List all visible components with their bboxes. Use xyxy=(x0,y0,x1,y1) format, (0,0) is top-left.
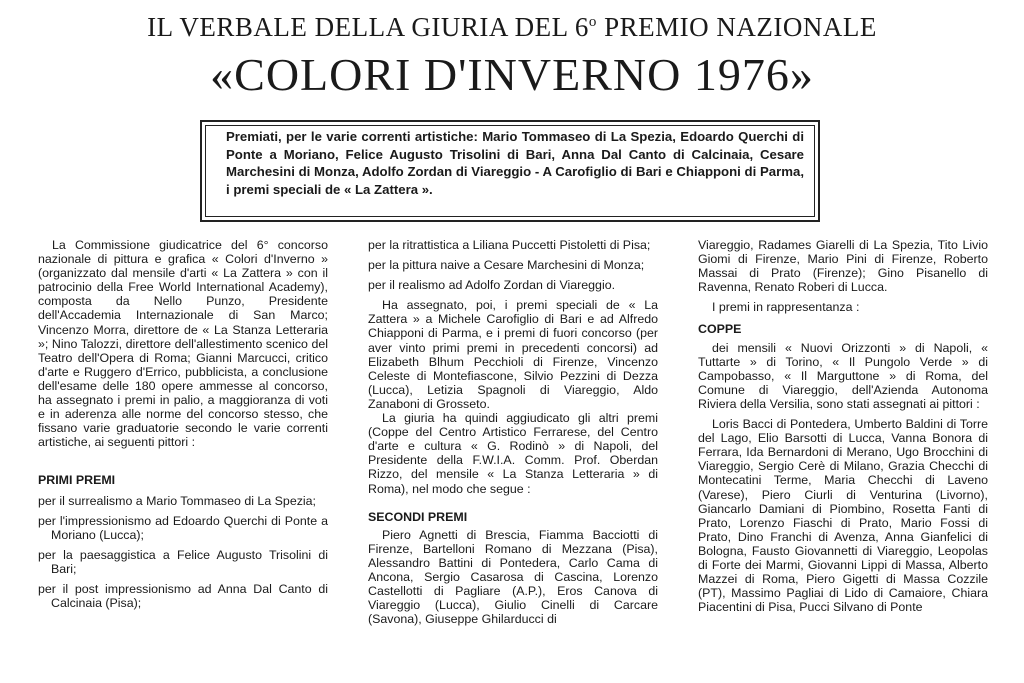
section-secondi-premi: SECONDI PREMI xyxy=(368,509,468,524)
paragraph: Viareggio, Radames Giarelli di La Spezia, Tito Livio Giomi di Firenze, Mario Pini di Firenze, Roberto Massai di Prato (Firenze); Gino Pisanello di Ravenna, Renato Roberi di Lucca. xyxy=(698,238,988,295)
paragraph: Piero Agnetti di Brescia, Fiamma Bacciotti di Firenze, Bartelloni Romano di Mezzana (Pisa), Alessandro Battini di Pontedera, Carlo Cama di Ancona, Sergio Casarosa di Cascina, Lorenzo Castellotti di Pagliare (A.P.), Eros Canova di Viareggio (Lucca), Giulio Cinelli di Carcare (Savona), Giuseppe Ghilarducci di xyxy=(368,527,658,627)
list-item: per il surrealismo a Mario Tommaseo di La Spezia; xyxy=(38,493,316,508)
list-item: per la ritrattistica a Liliana Puccetti Pistoletti di Pisa; xyxy=(368,238,651,252)
list-item: per il realismo ad Adolfo Zordan di Viareggio. xyxy=(368,278,616,293)
list-item: per la pittura naive a Cesare Marchesini di Monza; xyxy=(368,258,645,273)
paragraph: Ha assegnato, poi, i premi speciali de « La Zattera » a Michele Carofiglio di Bari e ad Alfredo Chiapponi di Parma, e i premi di fuori concorso (per aver vinto primi premi in precedenti concorsi) ad Elizabeth Blhum Pecchioli di Firenze, Vincenzo Celeste di Montefiascone, Silvio Pezzini di Dezza (Lucca), Letizia Spagnoli di Viareggio, Aldo Zanaboni di Grosseto. xyxy=(368,298,658,411)
list-item: per la paesaggistica a Felice Augusto Trisolini di Bari; xyxy=(38,547,328,576)
paragraph: La giuria ha quindi aggiudicato gli altri premi (Coppe del Centro Artistico Ferrarese, del Centro d'arte e cultura « G. Rodinò » di Napoli, del Presidente della F.W.I.A. Comm. Prof. Oberdan Rizzo, del mensile « La Stanza Letteraria » di Roma), nel modo che segue : xyxy=(368,411,658,496)
summary-box xyxy=(200,120,820,222)
paragraph: Loris Bacci di Pontedera, Umberto Baldini di Torre del Lago, Elio Barsotti di Lucca, Vanna Bonora di Ferrara, Ida Bernardoni di Merano, Ugo Brocchini di Viareggio, Sergio Cerè di Milano, Grazia Checchi di Montecatini Terme, Maria Checchi di Laveno (Varese), Piero Ciurli di Venturina (Livorno), Giancarlo Damiani di Piombino, Rosetta Fanti di Prato, Lorenzo Fiaschi di Prato, Mario Fossi di Prato, Dino Franchi di Avenza, Anna Gianfelici di Bologna, Fausto Giovannetti di Viareggio, Leopolas di Forte dei Marmi, Giovanni Lippi di Massa, Alberto Mazzei di Roma, Piero Gigetti di Massa Cozzile (PT), Massimo Pagliai di Lido di Camaiore, Chiara Piacentini di Pisa, Pucci Silvano di Ponte xyxy=(698,417,988,615)
headline-title: «COLORI D'INVERNO 1976» xyxy=(210,49,814,100)
summary-text: Premiati, per le varie correnti artistiche: Mario Tommaseo di La Spezia, Edoardo Querchi di Ponte a Moriano, Felice Augusto Trisolini di Bari, Anna Dal Canto di Calcinaia, Cesare Marchesini di Monza, Adolfo Zordan di Viareggio - A Carofiglio di Bari e Chiapponi di Parma, i premi speciali de « La Zattera ». xyxy=(226,129,804,197)
column-2 xyxy=(368,238,658,626)
list-item: per il post impressionismo ad Anna Dal Canto di Calcinaia (Pisa); xyxy=(38,581,328,611)
intro-paragraph: La Commissione giudicatrice del 6° concorso nazionale di pittura e grafica « Colori d'Inverno » (organizzato dal mensile d'arti « La Zattera » con il patrocinio della Free World International Academy), composta da Nello Punzo, Presidente dell'Accademia Internazionale di San Marco; Vincenzo Morra, direttore de « La Stanza Letteraria »; Nino Talozzi, direttore dell'allestimento scenico del Teatro dell'Opera di Roma; Gianni Marcucci, critico d'arte e Ruggero d'Errico, pubblicista, a conclusione dell'esame delle 180 opere ammesse al concorso, ha assegnato i premi in palio, a maggioranza di voti e in aderenza alle norme del concorso stesso, che fissano varie graduatorie secondo le varie correnti artistiche, ai seguenti pittori : xyxy=(38,238,328,450)
column-3 xyxy=(698,238,988,614)
headline-top: IL VERBALE DELLA GIURIA DEL 6$^o$ PREMIO NAZIONALE xyxy=(147,12,877,42)
section-coppe: COPPE xyxy=(698,322,742,337)
section-primi-premi: PRIMI PREMI xyxy=(38,473,116,488)
column-1 xyxy=(38,238,328,610)
paragraph: I premi in rappresentanza : xyxy=(712,300,860,315)
paragraph: dei mensili « Nuovi Orizzonti » di Napoli, « Tuttarte » di Torino, « Il Pungolo Verde » di Campobasso, « Il Marguttone » di Roma, del Comune di Viareggio, dell'Azienda Autonoma Riviera della Versilia, sono stati assegnati ai pittori : xyxy=(698,340,988,411)
list-item: per l'impressionismo ad Edoardo Querchi di Ponte a Moriano (Lucca); xyxy=(38,513,328,542)
